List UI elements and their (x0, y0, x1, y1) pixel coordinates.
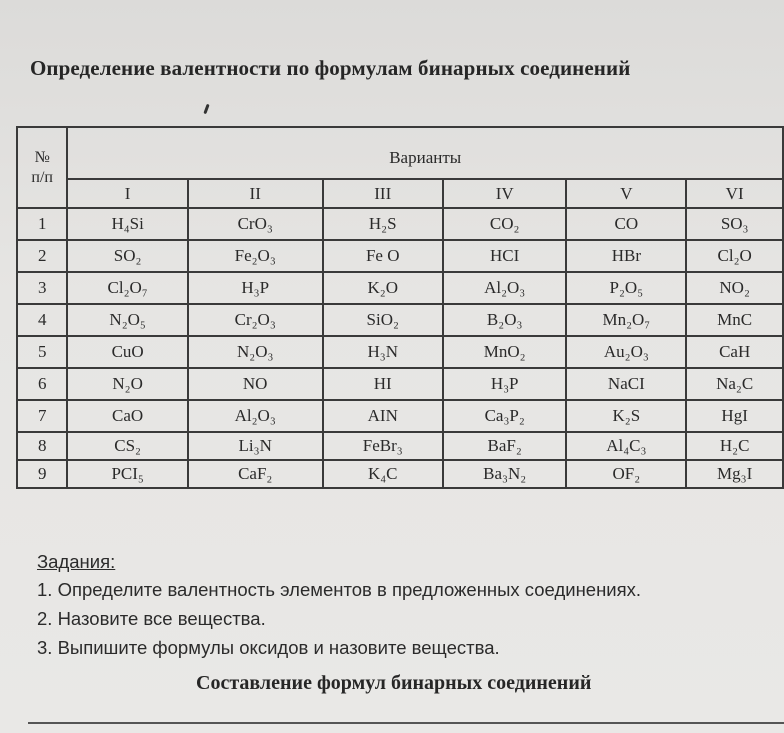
formula-cell: Au₂O₃ (566, 336, 686, 368)
formula-cell: H₂C (686, 432, 783, 460)
row-number: 5 (17, 336, 67, 368)
variants-header: Варианты (67, 127, 783, 179)
task-item: 1. Определите валентность элементов в предложенных соединениях. (37, 579, 642, 600)
formula-cell: K₂S (566, 400, 686, 432)
formula-cell: H₄Si (67, 208, 187, 240)
table-row (17, 432, 783, 460)
row-number: 9 (17, 460, 67, 488)
formula-cell: N₂O₅ (67, 304, 187, 336)
formula-cell: CO₂ (443, 208, 566, 240)
formula-cell: Cl₂O₇ (67, 272, 187, 304)
table-row (17, 272, 783, 304)
formula-cell: N₂O₃ (188, 336, 323, 368)
formula-cell: H₃P (188, 272, 323, 304)
formula-cell: MnC (686, 304, 783, 336)
formula-cell: SiO₂ (323, 304, 443, 336)
formula-cell: BaF₂ (443, 432, 566, 460)
formula-cell: CS₂ (67, 432, 187, 460)
formula-cell: NO (188, 368, 323, 400)
table-row (17, 400, 783, 432)
formula-cell: CaF₂ (188, 460, 323, 488)
row-number: 6 (17, 368, 67, 400)
table-row (17, 240, 783, 272)
pen-mark (203, 104, 209, 114)
variant-label: I (67, 179, 187, 208)
page-title: Определение валентности по формулам бинарных соединений (30, 56, 631, 80)
formula-cell: Mg₃I (686, 460, 783, 488)
ordinal-abbrev: п/п (31, 168, 53, 186)
table-row (17, 368, 783, 400)
formula-cell: B₂O₃ (443, 304, 566, 336)
formula-cell: P₂O₅ (566, 272, 686, 304)
table-row (17, 336, 783, 368)
formula-cell: K₂O (323, 272, 443, 304)
variant-label: VI (686, 179, 783, 208)
formula-cell: AIN (323, 400, 443, 432)
formula-cell: NaCI (566, 368, 686, 400)
formula-cell: NO₂ (686, 272, 783, 304)
row-number: 3 (17, 272, 67, 304)
formula-cell: SO₃ (686, 208, 783, 240)
formula-cell: Ca₃P₂ (443, 400, 566, 432)
row-number: 8 (17, 432, 67, 460)
compounds-table (16, 126, 784, 489)
formula-cell: HCI (443, 240, 566, 272)
formula-cell: Na₂C (686, 368, 783, 400)
divider (28, 722, 784, 724)
formula-cell: Ba₃N₂ (443, 460, 566, 488)
formula-cell: Fe O (323, 240, 443, 272)
formula-cell: Cr₂O₃ (188, 304, 323, 336)
formula-cell: HI (323, 368, 443, 400)
formula-cell: H₃P (443, 368, 566, 400)
variant-label: V (566, 179, 686, 208)
formula-cell: Cl₂O (686, 240, 783, 272)
formula-cell: FeBr₃ (323, 432, 443, 460)
table-row (17, 460, 783, 488)
table-row (17, 304, 783, 336)
formula-cell: CuO (67, 336, 187, 368)
row-number: 4 (17, 304, 67, 336)
task-item: 3. Выпишите формулы оксидов и назовите вещества. (37, 637, 500, 658)
variant-label: IV (443, 179, 566, 208)
row-number: 1 (17, 208, 67, 240)
formula-cell: OF₂ (566, 460, 686, 488)
formula-cell: H₂S (323, 208, 443, 240)
formula-cell: Al₂O₃ (188, 400, 323, 432)
section-subtitle: Составление формул бинарных соединений (196, 672, 592, 694)
tasks-section (37, 551, 641, 666)
variant-label: III (323, 179, 443, 208)
formula-cell: HBr (566, 240, 686, 272)
task-item: 2. Назовите все вещества. (37, 608, 266, 629)
tasks-heading: Задания: (37, 551, 116, 572)
row-number: 7 (17, 400, 67, 432)
formula-cell: H₃N (323, 336, 443, 368)
formula-cell: Fe₂O₃ (188, 240, 323, 272)
formula-cell: CaO (67, 400, 187, 432)
table-row (17, 208, 783, 240)
formula-cell: CrO₃ (188, 208, 323, 240)
row-number-header (17, 127, 67, 208)
number-sign: № (34, 148, 50, 166)
formula-cell: SO₂ (67, 240, 187, 272)
formula-cell: Al₂O₃ (443, 272, 566, 304)
formula-cell: HgI (686, 400, 783, 432)
formula-cell: PCI₅ (67, 460, 187, 488)
formula-cell: K₄C (323, 460, 443, 488)
formula-cell: N₂O (67, 368, 187, 400)
formula-cell: Mn₂O₇ (566, 304, 686, 336)
formula-cell: MnO₂ (443, 336, 566, 368)
variant-label: II (188, 179, 323, 208)
row-number: 2 (17, 240, 67, 272)
formula-cell: CO (566, 208, 686, 240)
formula-cell: Al₄C₃ (566, 432, 686, 460)
formula-cell: CaH (686, 336, 783, 368)
formula-cell: Li₃N (188, 432, 323, 460)
